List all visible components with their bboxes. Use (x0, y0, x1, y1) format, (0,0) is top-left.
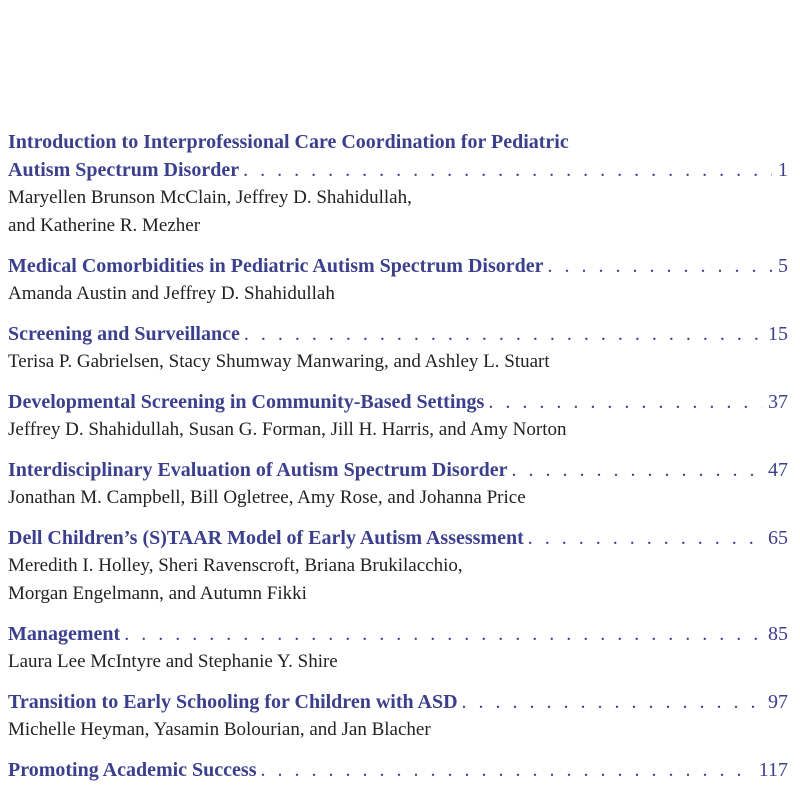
page-number[interactable]: 15 (768, 323, 788, 345)
author-line: Meredith I. Holley, Sheri Ravenscroft, Briana Brukilacchio, (8, 555, 463, 576)
chapter-title[interactable] (8, 252, 788, 280)
table-of-contents (8, 128, 788, 796)
author-line: Jeffrey D. Shahidullah, Susan G. Forman, Jill H. Harris, and Amy Norton (8, 419, 567, 440)
author-line: Amanda Austin and Jeffrey D. Shahidullah (8, 283, 335, 304)
dot-leader (528, 524, 762, 552)
dot-leader (548, 252, 773, 280)
toc-entry (8, 456, 788, 512)
page-number[interactable]: 5 (778, 255, 788, 277)
dot-leader (124, 620, 762, 648)
chapter-title-line[interactable]: Promoting Academic Success (8, 759, 257, 781)
chapter-authors (8, 552, 788, 608)
author-line: Jonathan M. Campbell, Bill Ogletree, Amy Rose, and Johanna Price (8, 487, 526, 508)
chapter-title[interactable] (8, 756, 788, 784)
toc-entry (8, 524, 788, 608)
page-number[interactable]: 117 (758, 759, 788, 781)
toc-entry (8, 252, 788, 308)
chapter-authors (8, 348, 788, 376)
dot-leader (244, 320, 762, 348)
author-line: Laura Lee McIntyre and Stephanie Y. Shire (8, 651, 338, 672)
toc-entry (8, 756, 788, 784)
chapter-title[interactable] (8, 688, 788, 716)
chapter-title[interactable] (8, 128, 788, 184)
chapter-title[interactable] (8, 620, 788, 648)
chapter-title-line[interactable]: Dell Children’s (S)TAAR Model of Early Autism Assessment (8, 527, 524, 549)
page-number[interactable]: 85 (768, 623, 788, 645)
page-number[interactable]: 47 (768, 459, 788, 481)
author-line: Maryellen Brunson McClain, Jeffrey D. Shahidullah, (8, 187, 412, 208)
chapter-title[interactable] (8, 388, 788, 416)
page-number[interactable]: 65 (768, 527, 788, 549)
chapter-authors (8, 648, 788, 676)
chapter-title[interactable] (8, 524, 788, 552)
chapter-authors (8, 484, 788, 512)
page-number[interactable]: 37 (768, 391, 788, 413)
toc-entry (8, 688, 788, 744)
toc-entry (8, 620, 788, 676)
chapter-authors (8, 184, 788, 240)
page-number[interactable]: 97 (768, 691, 788, 713)
chapter-title-line[interactable]: Interdisciplinary Evaluation of Autism Spectrum Disorder (8, 459, 508, 481)
dot-leader (243, 156, 772, 184)
chapter-title-line[interactable]: Introduction to Interprofessional Care Coordination for Pediatric (8, 131, 569, 153)
dot-leader (462, 688, 762, 716)
toc-entry (8, 128, 788, 240)
chapter-authors (8, 716, 788, 744)
chapter-authors (8, 280, 788, 308)
page-number[interactable]: 1 (778, 159, 788, 181)
author-line: Terisa P. Gabrielsen, Stacy Shumway Manwaring, and Ashley L. Stuart (8, 351, 550, 372)
dot-leader (261, 756, 753, 784)
chapter-title[interactable] (8, 320, 788, 348)
chapter-title-line[interactable]: Transition to Early Schooling for Children with ASD (8, 691, 458, 713)
chapter-title-line[interactable]: Autism Spectrum Disorder (8, 159, 240, 181)
chapter-authors (8, 416, 788, 444)
chapter-title[interactable] (8, 456, 788, 484)
toc-entry (8, 388, 788, 444)
chapter-title-line[interactable]: Screening and Surveillance (8, 323, 240, 345)
dot-leader (511, 456, 762, 484)
author-line: and Katherine R. Mezher (8, 215, 201, 236)
chapter-title-line[interactable]: Medical Comorbidities in Pediatric Autism Spectrum Disorder (8, 255, 544, 277)
toc-entry (8, 320, 788, 376)
chapter-title-line[interactable]: Developmental Screening in Community-Based Settings (8, 391, 485, 413)
chapter-title-line[interactable]: Management (8, 623, 121, 645)
dot-leader (488, 388, 762, 416)
author-line: Michelle Heyman, Yasamin Bolourian, and Jan Blacher (8, 719, 431, 740)
author-line: Morgan Engelmann, and Autumn Fikki (8, 583, 307, 604)
